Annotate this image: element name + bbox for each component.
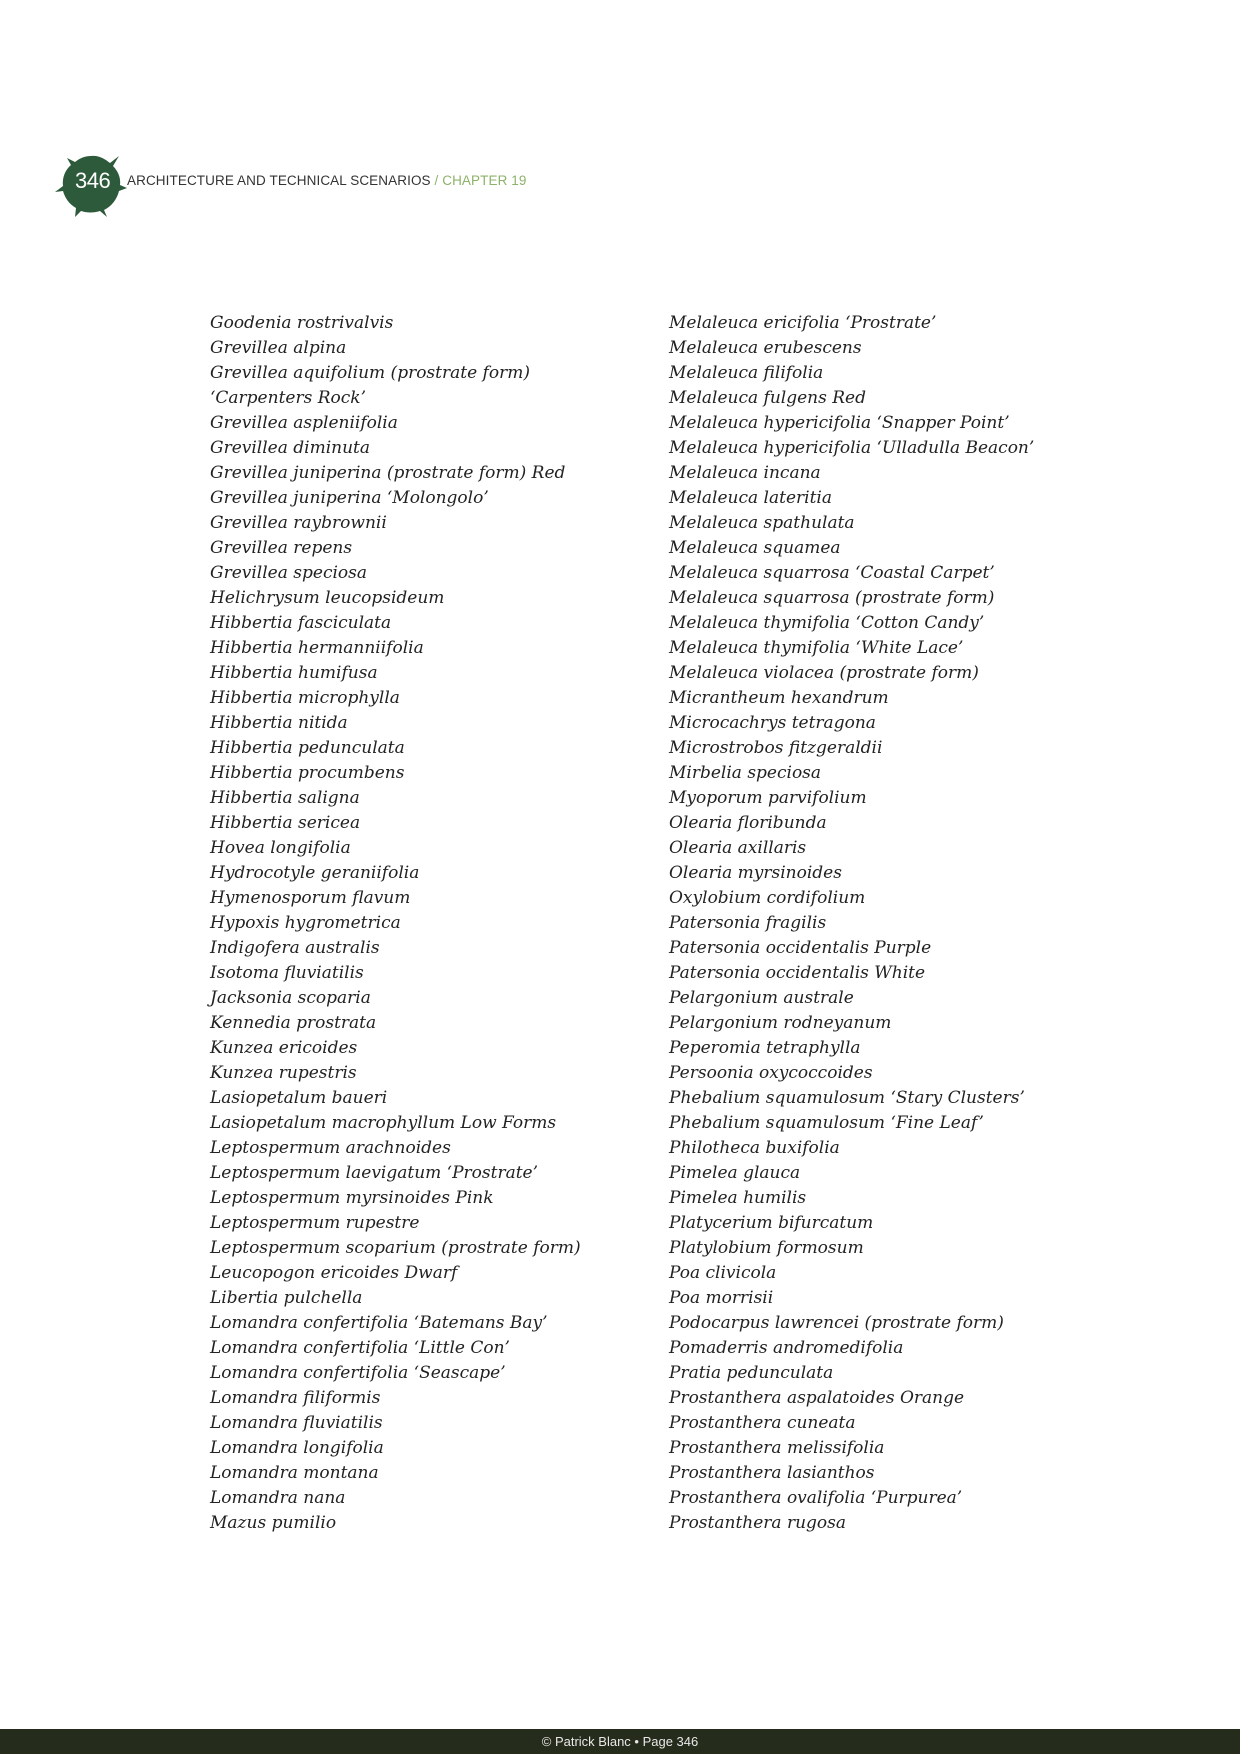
section-title-line [127, 173, 527, 188]
plant-name: Melaleuca lateritia [669, 488, 832, 508]
plant-name: Hibbertia sericea [210, 813, 361, 833]
plant-name: Leptospermum rupestre [210, 1213, 420, 1233]
plant-name: Leptospermum arachnoides [210, 1138, 451, 1158]
plant-name: Melaleuca squarrosa ‘Coastal Carpet’ [669, 563, 995, 583]
plant-name: Prostanthera cuneata [669, 1413, 856, 1433]
plant-name: Lomandra confertifolia ‘Seascape’ [210, 1363, 506, 1383]
plant-name: Lomandra longifolia [210, 1438, 384, 1458]
plant-list-left-column [210, 311, 610, 1536]
plant-name: Melaleuca filifolia [669, 363, 824, 383]
plant-name: Kennedia prostrata [210, 1013, 377, 1033]
plant-name: Hibbertia nitida [210, 713, 348, 733]
plant-name: Hibbertia microphylla [210, 688, 400, 708]
plant-name: Melaleuca thymifolia ‘White Lace’ [669, 638, 964, 658]
plant-name: Melaleuca squamea [669, 538, 841, 558]
plant-name: Melaleuca spathulata [669, 513, 855, 533]
plant-name: Hymenosporum flavum [210, 888, 411, 908]
plant-list-right-column [669, 311, 1069, 1536]
plant-name: Melaleuca violacea (prostrate form) [669, 663, 979, 683]
plant-name: Grevillea diminuta [210, 438, 371, 458]
plant-name: Philotheca buxifolia [669, 1138, 840, 1158]
plant-name: Lasiopetalum macrophyllum Low Forms [210, 1113, 557, 1133]
plant-name: Prostanthera melissifolia [669, 1438, 885, 1458]
plant-name: Melaleuca hypericifolia ‘Ulladulla Beacon’ [669, 438, 1035, 458]
plant-name: Lomandra fluviatilis [210, 1413, 383, 1433]
plant-name: Poa clivicola [669, 1263, 777, 1283]
plant-name: Melaleuca hypericifolia ‘Snapper Point’ [669, 413, 1010, 433]
plant-name: Platylobium formosum [669, 1238, 864, 1258]
plant-name: Prostanthera rugosa [669, 1513, 846, 1533]
plant-name: Mirbelia speciosa [669, 763, 822, 783]
plant-name: Lomandra filiformis [210, 1388, 381, 1408]
plant-name: Leucopogon ericoides Dwarf [210, 1263, 458, 1283]
plant-name: Grevillea speciosa [210, 563, 368, 583]
section-title: ARCHITECTURE AND TECHNICAL SCENARIOS [127, 173, 431, 188]
plant-name: Lomandra montana [210, 1463, 379, 1483]
plant-name: Myoporum parvifolium [669, 788, 867, 808]
plant-name: Grevillea aquifolium (prostrate form) ‘Carpenters Rock’ [210, 363, 530, 408]
plant-name: Indigofera australis [210, 938, 380, 958]
plant-name: Phebalium squamulosum ‘Stary Clusters’ [669, 1088, 1025, 1108]
plant-name: Helichrysum leucopsideum [210, 588, 445, 608]
plant-name: Grevillea raybrownii [210, 513, 387, 533]
plant-name: Patersonia fragilis [669, 913, 827, 933]
plant-name: Microcachrys tetragona [669, 713, 876, 733]
plant-name: Pelargonium australe [669, 988, 854, 1008]
plant-name: Patersonia occidentalis White [669, 963, 926, 983]
page-number: 346 [75, 168, 111, 193]
plant-name: Hibbertia pedunculata [210, 738, 405, 758]
page-footer: © Patrick Blanc • Page 346 [0, 1729, 1240, 1754]
plant-name: Platycerium bifurcatum [669, 1213, 874, 1233]
plant-name: Pimelea glauca [669, 1163, 801, 1183]
plant-name: Prostanthera aspalatoides Orange [669, 1388, 965, 1408]
plant-name: Prostanthera ovalifolia ‘Purpurea’ [669, 1488, 963, 1508]
plant-name: Hibbertia saligna [210, 788, 360, 808]
plant-name: Goodenia rostrivalvis [210, 313, 394, 333]
plant-name: Hibbertia hermanniifolia [210, 638, 424, 658]
plant-name: Melaleuca erubescens [669, 338, 862, 358]
plant-name: Hypoxis hygrometrica [210, 913, 401, 933]
plant-name: Melaleuca incana [669, 463, 821, 483]
plant-name: Jacksonia scoparia [210, 988, 371, 1008]
plant-name: Lasiopetalum baueri [210, 1088, 388, 1108]
plant-name: Mazus pumilio [210, 1513, 337, 1533]
plant-name: Hydrocotyle geraniifolia [210, 863, 420, 883]
plant-name: Persoonia oxycoccoides [669, 1063, 873, 1083]
plant-name: Libertia pulchella [210, 1288, 363, 1308]
plant-name: Leptospermum laevigatum ‘Prostrate’ [210, 1163, 538, 1183]
plant-name: Prostanthera lasianthos [669, 1463, 875, 1483]
plant-name: Leptospermum scoparium (prostrate form) [210, 1238, 581, 1258]
plant-name: Pelargonium rodneyanum [669, 1013, 892, 1033]
plant-name: Kunzea ericoides [210, 1038, 358, 1058]
plant-name: Pratia pedunculata [669, 1363, 834, 1383]
chapter-label: CHAPTER 19 [442, 173, 527, 188]
plant-name: Oxylobium cordifolium [669, 888, 866, 908]
plant-name: Pomaderris andromedifolia [669, 1338, 904, 1358]
running-header [55, 148, 655, 218]
plant-name: Olearia floribunda [669, 813, 827, 833]
plant-name: Melaleuca thymifolia ‘Cotton Candy’ [669, 613, 985, 633]
plant-name: Pimelea humilis [669, 1188, 807, 1208]
plant-name: Phebalium squamulosum ‘Fine Leaf’ [669, 1113, 984, 1133]
plant-name: Grevillea alpina [210, 338, 347, 358]
plant-name: Leptospermum myrsinoides Pink [210, 1188, 494, 1208]
plant-name: Poa morrisii [669, 1288, 774, 1308]
plant-name: Grevillea aspleniifolia [210, 413, 398, 433]
plant-name: Olearia myrsinoides [669, 863, 842, 883]
plant-name: Olearia axillaris [669, 838, 807, 858]
plant-name: Microstrobos fitzgeraldii [669, 738, 883, 758]
plant-name: Patersonia occidentalis Purple [669, 938, 932, 958]
plant-name: Hibbertia procumbens [210, 763, 405, 783]
plant-name: Kunzea rupestris [210, 1063, 357, 1083]
title-separator: / [430, 173, 443, 188]
plant-name: Lomandra confertifolia ‘Little Con’ [210, 1338, 510, 1358]
plant-name: Hibbertia humifusa [210, 663, 378, 683]
plant-name: Hovea longifolia [210, 838, 351, 858]
plant-name: Hibbertia fasciculata [210, 613, 392, 633]
plant-name: Lomandra confertifolia ‘Batemans Bay’ [210, 1313, 548, 1333]
plant-name: Podocarpus lawrencei (prostrate form) [669, 1313, 1004, 1333]
plant-name: Grevillea juniperina ‘Molongolo’ [210, 488, 489, 508]
plant-name: Melaleuca fulgens Red [669, 388, 866, 408]
plant-name: Melaleuca ericifolia ‘Prostrate’ [669, 313, 937, 333]
plant-name: Isotoma fluviatilis [210, 963, 364, 983]
plant-name: Peperomia tetraphylla [669, 1038, 861, 1058]
plant-name: Grevillea juniperina (prostrate form) Red [210, 463, 566, 483]
plant-name: Grevillea repens [210, 538, 353, 558]
plant-name: Micrantheum hexandrum [669, 688, 889, 708]
plant-name: Lomandra nana [210, 1488, 346, 1508]
plant-name: Melaleuca squarrosa (prostrate form) [669, 588, 995, 608]
